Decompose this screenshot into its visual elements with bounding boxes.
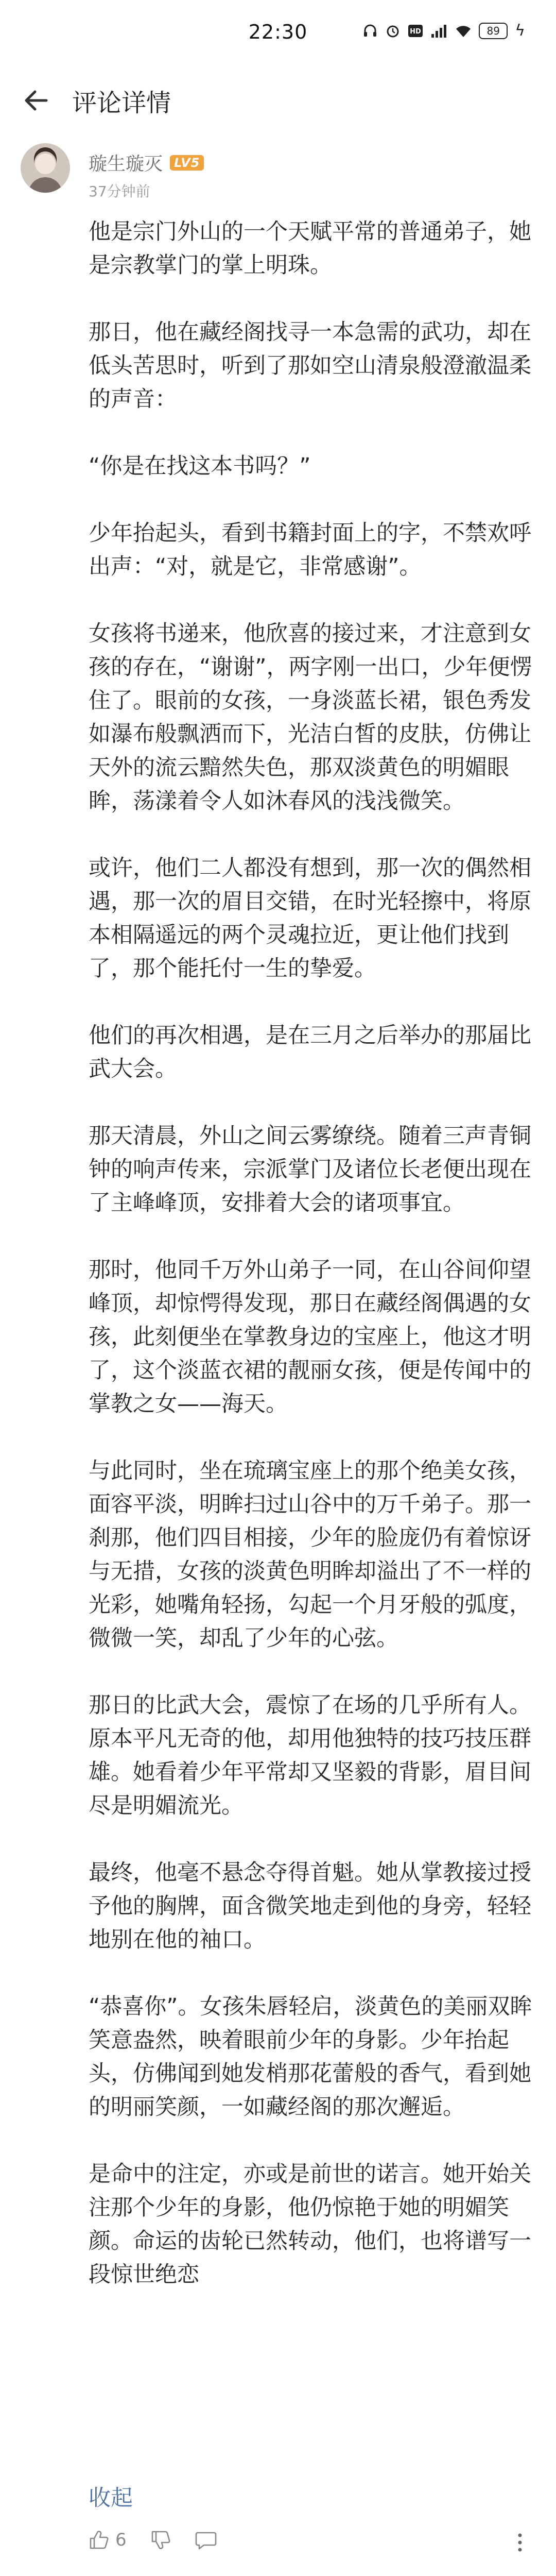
reply-button[interactable] [195, 2530, 217, 2550]
dislike-button[interactable] [150, 2530, 171, 2550]
charging-icon: ϟ [515, 22, 525, 40]
paragraph: “恭喜你”。女孩朱唇轻启，淡黄色的美丽双眸笑意盎然，映着眼前少年的身影。少年抬起头，仿佛闻到她发梢那花蕾般的香气，看到她的明丽笑颜，一如藏经阁的那次邂逅。 [89, 1994, 532, 2120]
user-row [89, 149, 204, 176]
collapse-link[interactable]: 收起 [89, 2485, 133, 2511]
paragraph: 最终，他毫不悬念夺得首魁。她从掌教接过授予他的胸牌，面含微笑地走到他的身旁，轻轻地别在他的袖口。 [89, 1860, 531, 1953]
battery-level: 89 [486, 25, 500, 37]
paragraph: 与此同时，坐在琉璃宝座上的那个绝美女孩，面容平淡，明眸扫过山谷中的万千弟子。那一刹那，他们四目相接，少年的脸庞仍有着惊讶与无措，女孩的淡黄色明眸却溢出了不一样的光彩，她嘴角轻扬，勾起一个月牙般的弧度，微微一笑，却乱了少年的心弦。 [89, 1458, 531, 1651]
paragraph: 那日的比武大会，震惊了在场的几乎所有人。原本平凡无奇的他，却用他独特的技巧技压群雄。她看着少年平常却又坚毅的背影，眉目间尽是明媚流光。 [89, 1692, 531, 1819]
comment-body [89, 215, 542, 2292]
like-count: 6 [115, 2530, 127, 2550]
arrow-left-icon [22, 86, 50, 115]
hd-icon [408, 24, 423, 38]
paragraph: 少年抬起头，看到书籍封面上的字，不禁欢呼出声：“对，就是它，非常感谢”。 [89, 520, 531, 580]
paragraph: 他们的再次相遇，是在三月之后举办的那届比武大会。 [89, 1023, 531, 1082]
status-time: 22:30 [248, 21, 308, 43]
paragraph: 或许，他们二人都没有想到，那一次的偶然相遇，那一次的眉目交错，在时光轻擦中，将原本相隔遥远的两个灵魂拉近，更让他们找到了，那个能托付一生的挚爱。 [89, 855, 531, 981]
thumbs-up-icon [89, 2530, 109, 2550]
status-icons [362, 23, 525, 39]
more-vertical-icon [517, 2532, 523, 2553]
avatar[interactable] [21, 143, 70, 193]
comment-actions [89, 2530, 241, 2550]
speech-bubble-icon [195, 2530, 217, 2550]
page-title: 评论详情 [72, 88, 171, 117]
paragraph: 那时，他同千万外山弟子一同，在山谷间仰望峰顶，却惊愕得发现，那日在藏经阁偶遇的女孩，此刻便坐在掌教身边的宝座上，他这才明了，这个淡蓝衣裙的靓丽女孩，便是传闻中的掌教之女——海天。 [89, 1257, 531, 1417]
comment-time: 37分钟前 [89, 183, 150, 200]
more-options-button[interactable] [510, 2527, 530, 2558]
like-button[interactable] [89, 2530, 127, 2550]
battery-icon [479, 23, 508, 39]
paragraph: 那天清晨，外山之间云雾缭绕。随着三声青铜钟的响声传来，宗派掌门及诸位长老便出现在了主峰峰顶，安排着大会的诸项事宜。 [89, 1123, 531, 1216]
svg-text:HD: HD [410, 28, 422, 36]
signal-icon [430, 24, 448, 38]
headset-icon [362, 23, 378, 39]
level-badge: LV5 [170, 155, 204, 171]
paragraph: 女孩将书递来，他欣喜的接过来，才注意到女孩的存在，“谢谢”，两字刚一出口，少年便愣住了。眼前的女孩，一身淡蓝长裙，银色秀发如瀑布般飘洒而下，光洁白皙的皮肤，仿佛让天外的流云黯然失色，那双淡黄色的明媚眼眸，荡漾着令人如沐春风的浅浅微笑。 [89, 621, 532, 814]
nav-bar [0, 72, 556, 129]
thumbs-down-icon [150, 2530, 171, 2550]
paragraph: 那日，他在藏经阁找寻一本急需的武功，却在低头苦思时，听到了那如空山清泉般澄澈温柔的声音： [89, 319, 531, 412]
username[interactable]: 璇生璇灭 [89, 154, 163, 175]
wifi-icon [455, 24, 472, 38]
paragraph: 他是宗门外山的一个天赋平常的普通弟子，她是宗教掌门的掌上明珠。 [89, 219, 531, 278]
paragraph: 是命中的注定，亦或是前世的诺言。她开始关注那个少年的身影，他仍惊艳于她的明媚笑颜。命运的齿轮已然转动，他们，也将谱写一段惊世绝恋 [89, 2161, 531, 2287]
back-button[interactable] [0, 72, 72, 129]
alarm-icon [385, 23, 401, 39]
paragraph: “你是在找这本书吗？” [89, 453, 311, 479]
status-bar [0, 0, 556, 67]
